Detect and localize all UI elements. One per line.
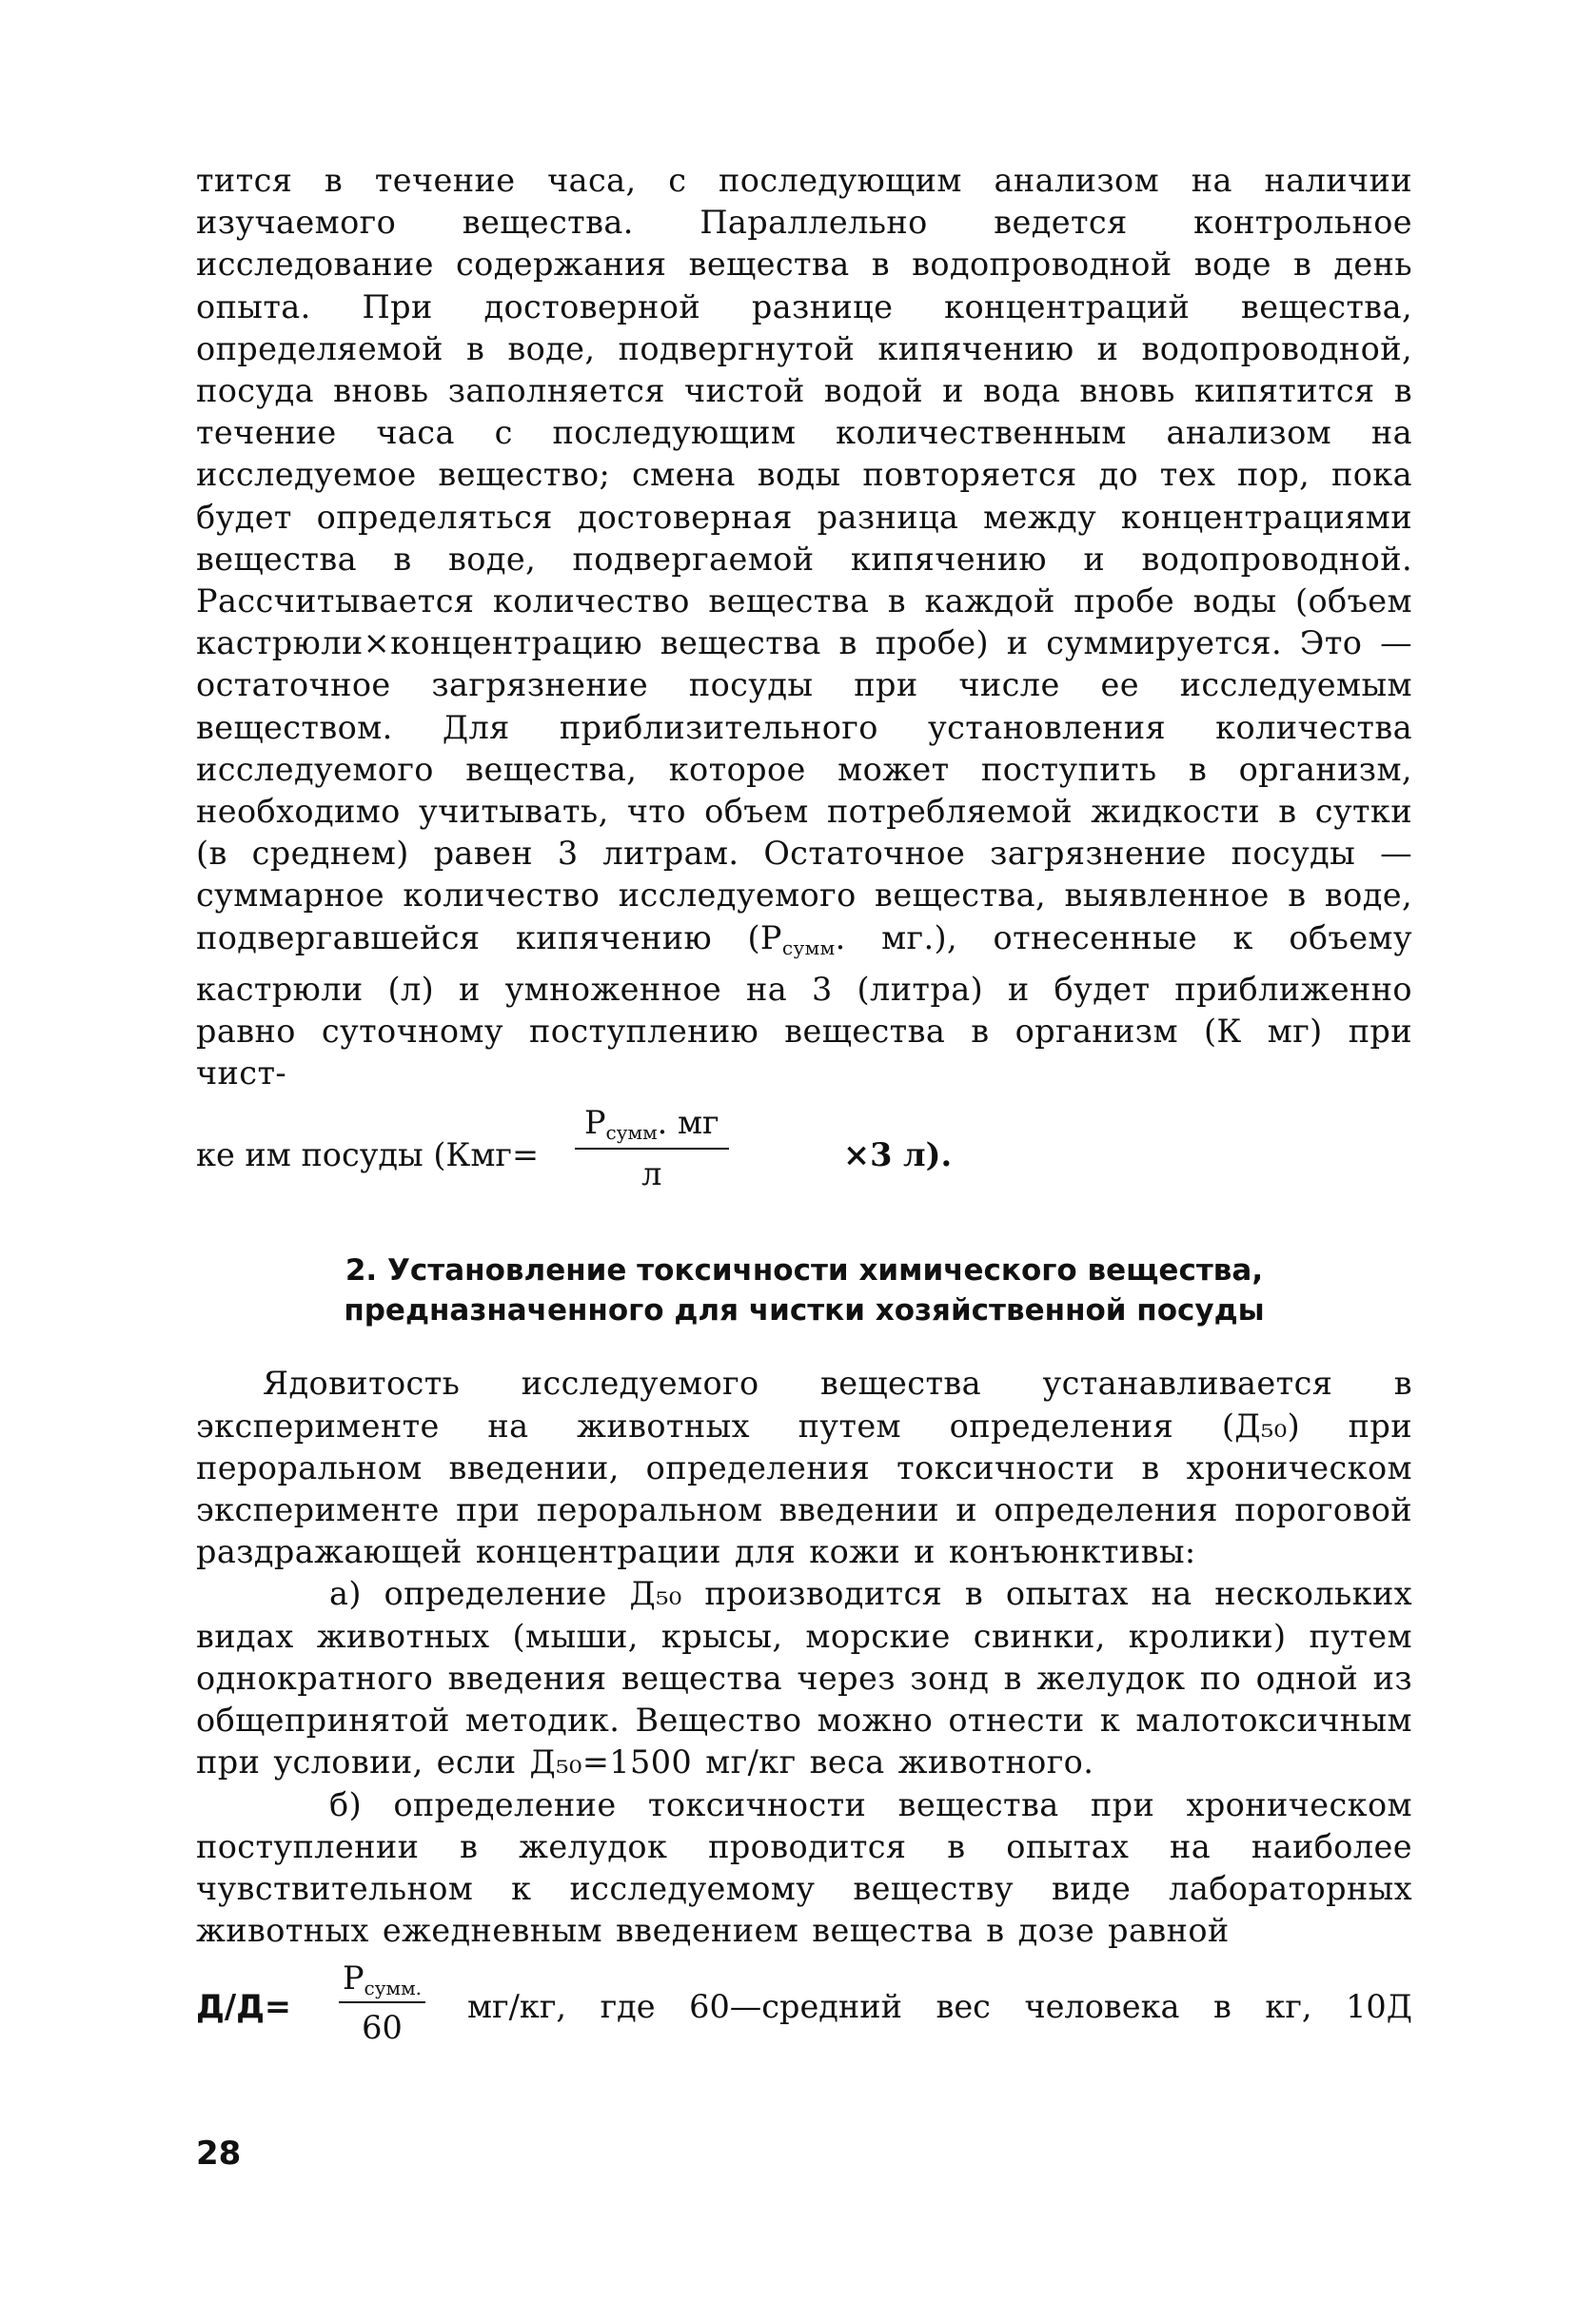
formula-prefix: Д/Д= <box>196 1988 291 2026</box>
numerator-subscript: сумм. <box>364 1977 422 2000</box>
heading-line-2: предназначенного для чистки хозяйственной посуды <box>344 1293 1265 1329</box>
fraction-numerator <box>575 1104 729 1150</box>
page-body <box>196 160 1412 2064</box>
formula-prefix: ке им посуды (Кмг= <box>196 1136 540 1174</box>
formula-suffix: ×3 л). <box>843 1136 953 1174</box>
heading-line-1: 2. Установление токсичности химического вещества, <box>345 1253 1264 1289</box>
numerator-p: Р <box>584 1104 606 1142</box>
numerator-p: Р <box>343 1959 365 1998</box>
section-heading <box>196 1250 1412 1330</box>
formula-dose <box>196 1959 1412 2064</box>
formula-daily-intake <box>196 1100 1412 1214</box>
paragraph-item-a: а) определение Д₅₀ производится в опытах на нескольких видах животных (мыши, крысы, морские свинки, кролики) путем однократного введения вещества через зонд в желудок по одной из общепринятой методик. Вещество можно отнести к малотоксичным при условии, если Д₅₀=1500 мг/кг веса животного. <box>196 1575 1412 1781</box>
formula-fraction <box>339 1959 425 2046</box>
paragraph-item-b: б) определение токсичности вещества при хроническом поступлении в желудок проводится в опытах на наиболее чувствительном к исследуемому веществу виде лабораторных животных ежедневным введением вещества в дозе равной <box>196 1785 1412 1950</box>
numerator-unit: . мг <box>657 1104 719 1142</box>
paragraph-text: тится в течение часа, с последующим анализом на наличии изучаемого вещества. Параллельно ведется контрольное исследование содержания вещества в водопроводной воде в день опыта. При достоверной разнице концентраций вещества, определяемой в воде, подвергнутой кипячению и водопроводной, посуда вновь заполняется чистой водой и вода вновь кипятится в течение часа с последующим количественным анализом на исследуемое вещество; смена воды повторяется до тех пор, пока будет определяться достоверная разница между концентрациями вещества в воде, подвергаемой кипячению и водопроводной. Рассчитывается количество вещества в каждой пробе воды (объем кастрюли×концентрацию вещества в пробе) и суммируется. Это — остаточное загрязнение посуды при числе ее исследуемым веществом. Для приблизительного установления количества исследуемого вещества, которое может поступить в организм, необходимо учитывать, что объем потребляемой жидкости в сутки (в среднем) равен 3 литрам. Остаточное загрязнение посуды — суммарное количество исследуемого вещества, выявленное в воде, подвергавшейся кипячению (Р <box>196 162 1412 956</box>
fraction-denominator: 60 <box>362 2009 403 2047</box>
paragraph-residual-contamination <box>196 160 1412 1094</box>
page-number: 28 <box>196 2135 242 2173</box>
formula-suffix: мг/кг, где 60—средний вес человека в кг, 10Д <box>467 1988 1412 2026</box>
fraction-numerator <box>339 1959 425 2003</box>
fraction-denominator: л <box>641 1155 662 1193</box>
paragraph-toxicity-intro: Ядовитость исследуемого вещества устанавливается в эксперименте на животных путем определения (Д₅₀) при пероральном введении, определения токсичности в хроническом эксперименте при пероральном введении и определения пороговой раздражающей концентрации для кожи и конъюнктивы: <box>196 1365 1412 1571</box>
subscript-summ: сумм <box>781 935 836 959</box>
paragraph-text-tail: . мг.), отнесенные к объему кастрюли (л) и умноженное на 3 (литра) и будет приближенно равно суточному поступлению вещества в организм (К мг) при чист- <box>196 918 1412 1092</box>
numerator-subscript: сумм <box>605 1121 658 1145</box>
formula-fraction <box>575 1104 729 1192</box>
